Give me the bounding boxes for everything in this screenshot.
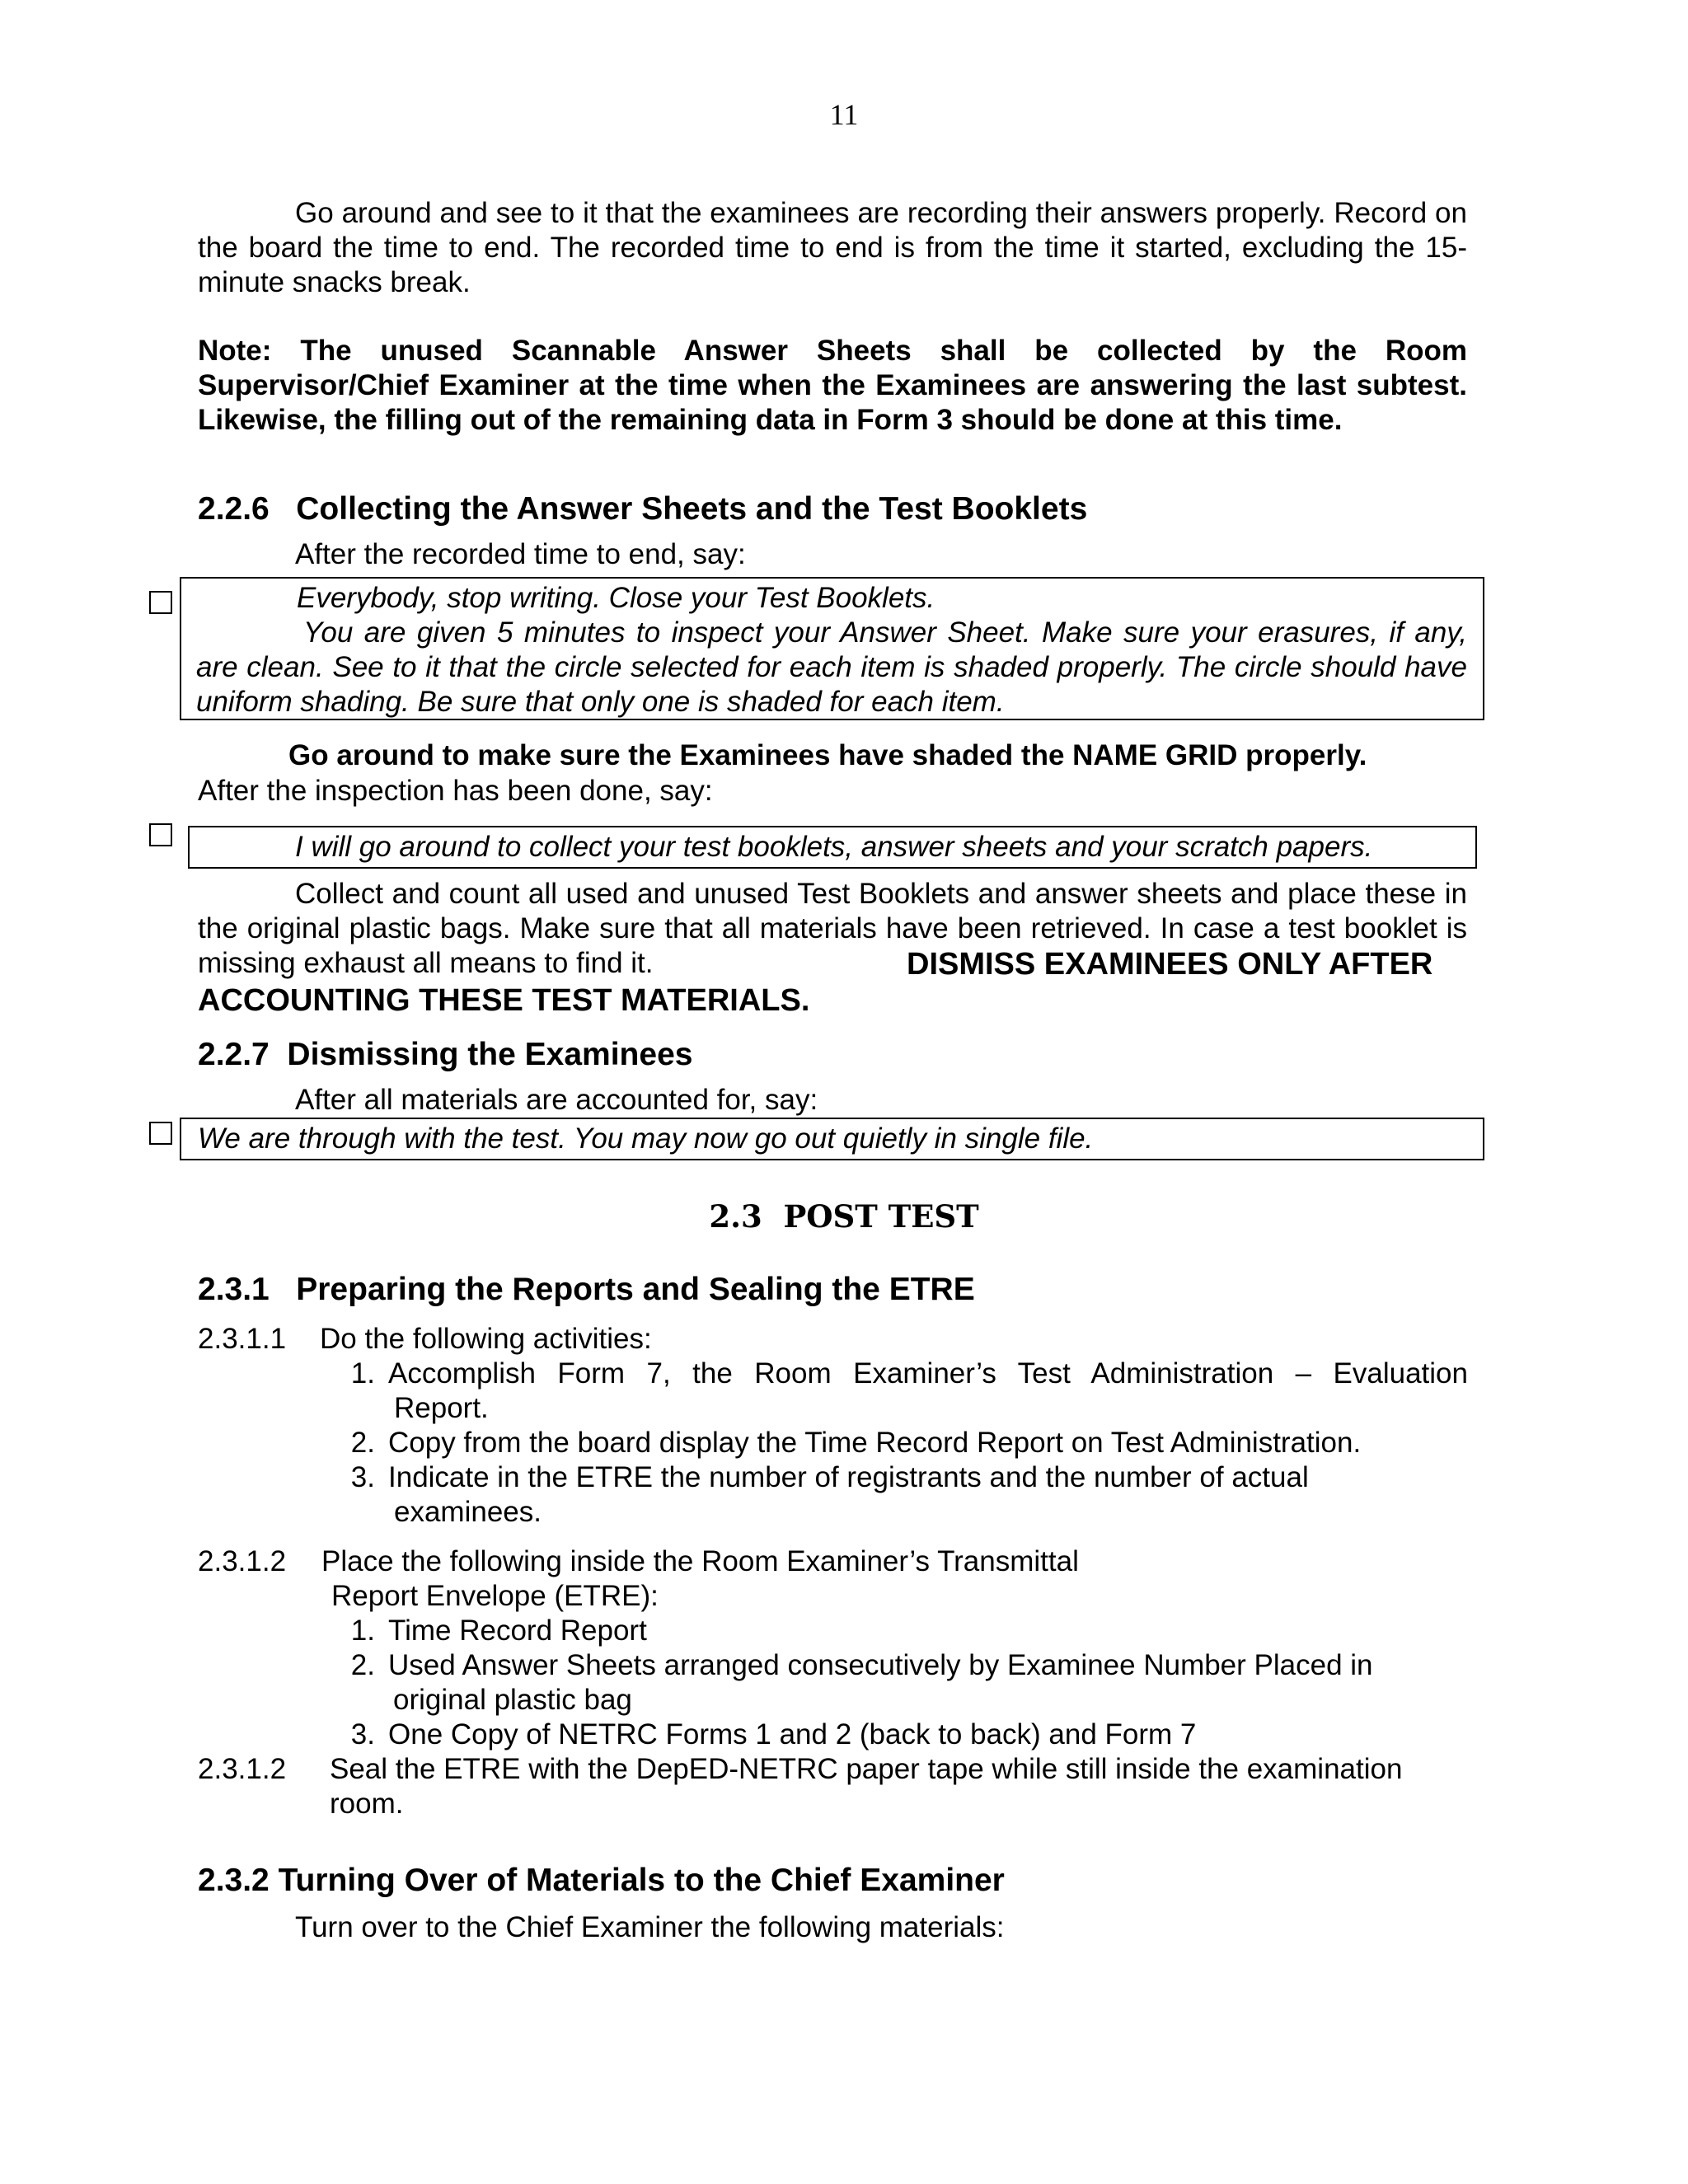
envelope-item-1-line1: Time Record Report bbox=[388, 1615, 647, 1647]
activity-item-1-line1: Accomplish Form 7, the Room Examiner’s Test Administration – Evaluation bbox=[388, 1357, 1468, 1390]
box3-text: We are through with the test. You may now go out quietly in single file. bbox=[198, 1122, 1094, 1155]
envelope-item-1-num: 1. bbox=[350, 1615, 375, 1647]
envelope-item-2-num: 2. bbox=[350, 1649, 375, 1681]
envelope-item-1 bbox=[334, 1614, 647, 1648]
activity-item-1-num: 1. bbox=[350, 1357, 375, 1390]
activity-item-3-line2: examinees. bbox=[394, 1496, 542, 1528]
activity-item-3-num: 3. bbox=[350, 1461, 375, 1493]
box1-line1: Everybody, stop writing. Close your Test Booklets. bbox=[297, 582, 935, 614]
note-text: Note: The unused Scannable Answer Sheets shall be collected by the Room Supervisor/Chief Examiner at the time when the Examinees are answering the last subtest. Likewise, the filling out of the remaining data in Form 3 should be done at this time. bbox=[198, 335, 1467, 436]
activity-item-3 bbox=[334, 1460, 1309, 1495]
section-heading-2-3-2: 2.3.2 Turning Over of Materials to the Chief Examiner bbox=[198, 1863, 1005, 1898]
activity-item-2-line1: Copy from the board display the Time Record Report on Test Administration. bbox=[388, 1427, 1362, 1459]
intro-paragraph bbox=[198, 196, 1467, 300]
envelope-item-2 bbox=[334, 1648, 1373, 1683]
envelope-item-2-line1: Used Answer Sheets arranged consecutively by Examinee Number Placed in bbox=[388, 1649, 1373, 1681]
section-heading-2-3-1: 2.3.1 Preparing the Reports and Sealing the ETRE bbox=[198, 1272, 975, 1307]
dismiss-caps-line2: ACCOUNTING THESE TEST MATERIALS. bbox=[198, 983, 810, 1018]
checkbox-3[interactable] bbox=[149, 1122, 172, 1145]
collect-text: Collect and count all used and unused Test Booklets and answer sheets and place these in the original plastic bags. Make sure that all materials have been retrieved. In case a test booklet is missing exhaust all means to find it. bbox=[198, 878, 1467, 979]
s226-lead: After the recorded time to end, say: bbox=[295, 538, 746, 570]
checkbox-2[interactable] bbox=[149, 823, 172, 846]
name-grid-note: Go around to make sure the Examinees have shaded the NAME GRID properly. bbox=[288, 739, 1367, 771]
s232-lead: Turn over to the Chief Examiner the following materials: bbox=[295, 1911, 1005, 1943]
item-2-3-1-2-number: 2.3.1.2 bbox=[198, 1545, 287, 1577]
page-number: 11 bbox=[829, 98, 859, 131]
box1-paragraph bbox=[196, 616, 1467, 719]
checkbox-1[interactable] bbox=[149, 591, 172, 614]
note-paragraph bbox=[198, 334, 1467, 438]
activity-item-1 bbox=[334, 1357, 1471, 1391]
item-2-3-1-2-text-line2: Report Envelope (ETRE): bbox=[331, 1580, 659, 1612]
envelope-item-2-line2: original plastic bag bbox=[393, 1684, 632, 1716]
envelope-item-3-line1: One Copy of NETRC Forms 1 and 2 (back to back) and Form 7 bbox=[388, 1718, 1197, 1750]
item-2-3-1-2b-text-line1: Seal the ETRE with the DepED-NETRC paper tape while still inside the examination bbox=[330, 1753, 1403, 1785]
item-2-3-1-2b-number: 2.3.1.2 bbox=[198, 1753, 287, 1785]
box1-paragraph-text: You are given 5 minutes to inspect your Answer Sheet. Make sure your erasures, if any, are clean. See to it that the circle selected for each item is shaded properly. The circle should have uniform shading. Be sure that only one is shaded for each item. bbox=[196, 616, 1467, 718]
section-heading-2-3: 2.3 POST TEST bbox=[709, 1198, 979, 1235]
item-2-3-1-2b-text-line2: room. bbox=[330, 1788, 404, 1820]
activity-item-1-line2: Report. bbox=[394, 1392, 489, 1424]
s227-lead: After all materials are accounted for, say: bbox=[295, 1084, 818, 1116]
item-2-3-1-1-text: Do the following activities: bbox=[320, 1323, 652, 1355]
box2-text: I will go around to collect your test booklets, answer sheets and your scratch papers. bbox=[295, 831, 1373, 863]
section-heading-2-2-7: 2.2.7 Dismissing the Examinees bbox=[198, 1037, 693, 1072]
envelope-item-3 bbox=[334, 1718, 1196, 1752]
activity-item-2-num: 2. bbox=[350, 1427, 375, 1459]
intro-text: Go around and see to it that the examinees are recording their answers properly. Record on the board the time to end. The recorded time to end is from the time it started, excluding the 15-minute snacks break. bbox=[198, 197, 1467, 298]
item-2-3-1-2-text-line1: Place the following inside the Room Examiner’s Transmittal bbox=[321, 1545, 1079, 1577]
activity-item-3-line1: Indicate in the ETRE the number of registrants and the number of actual bbox=[388, 1461, 1309, 1493]
dismiss-caps-line1: DISMISS EXAMINEES ONLY AFTER bbox=[907, 947, 1433, 982]
envelope-item-3-num: 3. bbox=[350, 1718, 375, 1750]
after-inspection-lead: After the inspection has been done, say: bbox=[198, 775, 713, 807]
item-2-3-1-1-number: 2.3.1.1 bbox=[198, 1323, 287, 1355]
activity-item-2 bbox=[334, 1426, 1361, 1460]
section-heading-2-2-6: 2.2.6 Collecting the Answer Sheets and the Test Booklets bbox=[198, 491, 1088, 527]
